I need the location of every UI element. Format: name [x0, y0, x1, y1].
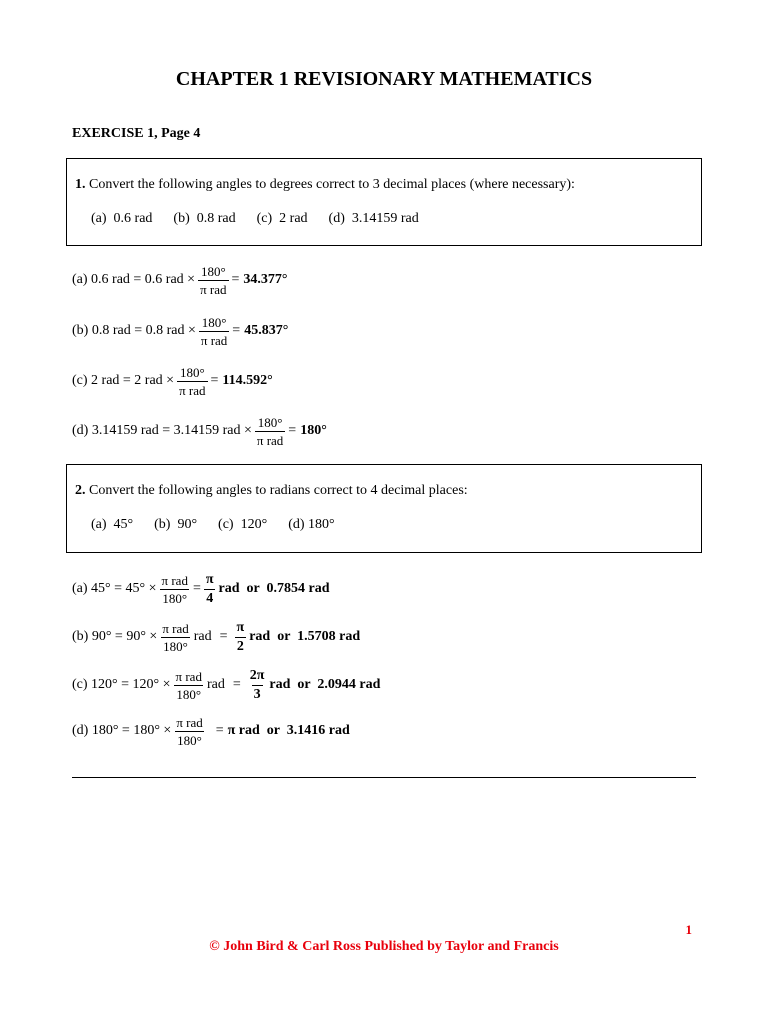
answer-result: 45.837° — [244, 323, 289, 338]
fraction-numerator: 2π — [249, 667, 265, 683]
answer-result: rad or 1.5708 rad — [249, 629, 361, 644]
answer-lhs: (b) 0.8 rad = 0.8 rad × — [72, 323, 196, 338]
answer-result: rad or 0.7854 rad — [218, 581, 330, 596]
answer-lhs: (c) 120° = 120° × — [72, 677, 171, 692]
fraction-numerator: 180° — [257, 414, 283, 430]
fraction-numerator: 180° — [201, 314, 227, 330]
answer-1a — [72, 263, 288, 297]
fraction-denominator: π rad — [256, 432, 284, 448]
equals-sign: = — [232, 677, 241, 692]
fraction-numerator: 180° — [200, 263, 226, 279]
fraction — [160, 622, 190, 653]
answer-result: 34.377° — [243, 272, 288, 287]
fraction — [255, 416, 285, 447]
equals-sign: = — [231, 272, 240, 287]
answer-lhs: (a) 0.6 rad = 0.6 rad × — [72, 272, 196, 287]
question-1-text — [75, 177, 575, 193]
answer-2c — [72, 667, 381, 702]
fraction-numerator: π rad — [162, 620, 189, 636]
fraction-denominator: 180° — [176, 686, 202, 702]
answer-2b — [72, 619, 361, 654]
answer-1d — [72, 414, 327, 448]
page-title: CHAPTER 1 REVISIONARY MATHEMATICS — [175, 68, 593, 90]
question-1-prompt: Convert the following angles to degrees correct to 3 decimal places (where necessary): — [89, 177, 575, 192]
fraction — [177, 366, 207, 397]
answer-result: 180° — [300, 423, 327, 438]
fraction-numerator: π rad — [176, 714, 203, 730]
answer-lhs: (d) 3.14159 rad = 3.14159 rad × — [72, 423, 252, 438]
fraction-denominator: π rad — [179, 382, 206, 398]
question-2-text — [75, 483, 468, 499]
equals-sign: = — [192, 581, 201, 596]
fraction-numerator: π — [205, 571, 214, 587]
equals-sign: = — [215, 723, 224, 738]
question-2-prompt: Convert the following angles to radians correct to 4 decimal places: — [89, 483, 468, 498]
fraction — [174, 670, 204, 701]
fraction-denominator: 4 — [206, 590, 214, 606]
fraction-numerator: π rad — [175, 668, 202, 684]
fraction-denominator: 180° — [177, 732, 202, 748]
question-1-options: (a) 0.6 rad (b) 0.8 rad (c) 2 rad (d) 3.14159 rad — [91, 211, 419, 226]
equals-sign: = — [232, 323, 241, 338]
question-1-number: 1. — [75, 177, 86, 192]
fraction-numerator: 180° — [179, 364, 205, 380]
answer-lhs: (b) 90° = 90° × — [72, 629, 158, 644]
question-2-options: (a) 45° (b) 90° (c) 120° (d) 180° — [91, 517, 335, 532]
answer-2a — [72, 571, 330, 606]
fraction-numerator: π rad — [161, 572, 188, 588]
copyright-footer: © John Bird & Carl Ross Published by Taylor and Francis — [209, 939, 559, 954]
result-fraction — [235, 621, 247, 654]
fraction-denominator: 2 — [236, 638, 244, 654]
unit-text: rad — [193, 629, 212, 644]
fraction — [174, 716, 204, 747]
answer-1b — [72, 314, 289, 348]
question-2-number: 2. — [75, 483, 86, 498]
fraction — [160, 574, 190, 605]
fraction-denominator: π rad — [200, 332, 228, 348]
result-fraction — [248, 669, 267, 702]
question-2-box — [66, 464, 702, 553]
fraction — [198, 265, 228, 296]
result-fraction — [204, 573, 216, 606]
fraction-numerator: π — [236, 619, 245, 635]
answer-result: π rad or 3.1416 rad — [227, 723, 350, 738]
page-number: 1 — [685, 922, 692, 937]
equals-sign: = — [219, 629, 228, 644]
question-1-box — [66, 158, 702, 246]
equals-sign: = — [288, 423, 297, 438]
answer-lhs: (d) 180° = 180° × — [72, 723, 172, 738]
fraction-denominator: π rad — [200, 281, 227, 297]
answer-lhs: (c) 2 rad = 2 rad × — [72, 373, 175, 388]
fraction-denominator: 180° — [163, 638, 188, 654]
answer-2d — [72, 714, 350, 748]
answer-result: rad or 2.0944 rad — [269, 677, 381, 692]
fraction — [199, 316, 229, 347]
horizontal-rule — [72, 777, 696, 778]
exercise-heading: EXERCISE 1, Page 4 — [72, 126, 201, 141]
unit-text: rad — [206, 677, 225, 692]
fraction-denominator: 180° — [162, 590, 188, 606]
equals-sign: = — [210, 373, 219, 388]
answer-result: 114.592° — [222, 373, 273, 388]
answer-1c — [72, 364, 273, 398]
answer-lhs: (a) 45° = 45° × — [72, 581, 157, 596]
fraction-denominator: 3 — [253, 686, 261, 702]
